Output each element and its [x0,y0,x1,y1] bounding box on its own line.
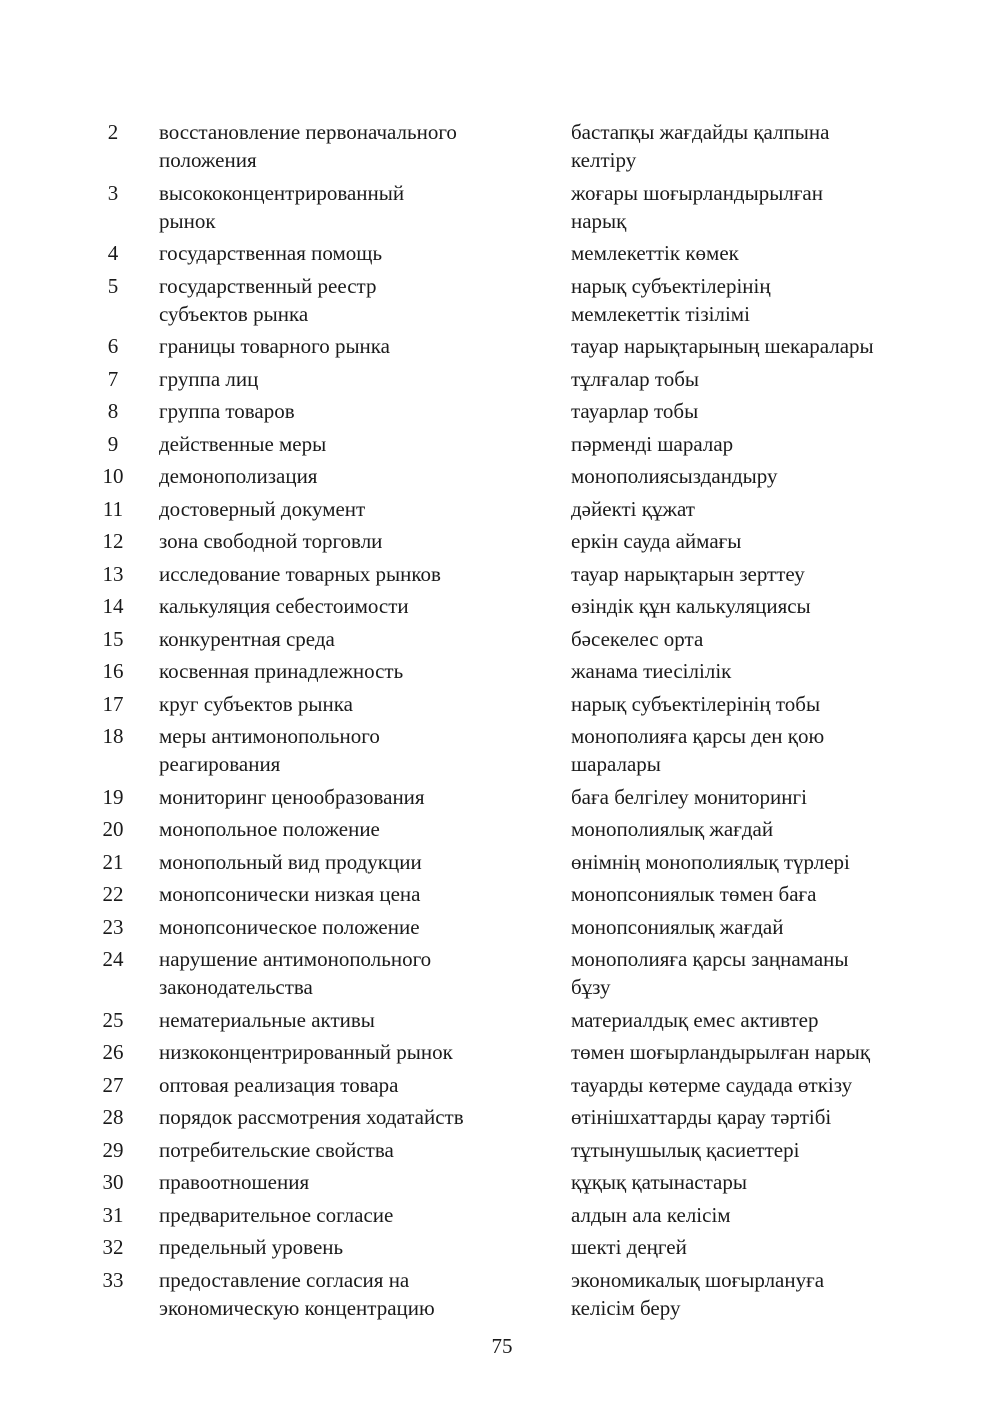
kazakh-term: төмен шоғырландырылған нарық [571,1040,871,1064]
kazakh-term: баға белгілеу мониторингі [571,784,807,809]
glossary-row [96,913,926,941]
kazakh-term: өзіндік құн калькуляциясы [571,594,811,618]
glossary-row [96,880,926,908]
kazakh-term: тұтынушылық қасиеттері [571,1137,800,1162]
page-number: 75 [491,1334,513,1358]
glossary-row [96,332,926,360]
russian-term: порядок рассмотрения ходатайств [159,1105,464,1129]
glossary-row [96,462,926,490]
russian-term: оптовая реализация товара [159,1072,399,1097]
russian-term: предоставление согласия на экономическую концентрацию [159,1267,435,1320]
glossary-row [96,783,926,811]
kazakh-term: дәйекті құжат [571,496,695,521]
kazakh-term: бәсекелес орта [571,626,704,651]
kazakh-term: өнімнің монополиялық түрлері [571,849,850,874]
row-number: 8 [107,399,119,423]
row-number: 14 [102,594,124,618]
glossary-row [96,848,926,876]
row-number: 27 [102,1072,124,1097]
glossary-row [96,722,926,778]
row-number: 32 [102,1235,124,1259]
russian-term: высококонцентрированный рынок [159,180,405,233]
kazakh-term: монополияға қарсы ден қою шаралары [571,724,825,776]
row-number: 15 [102,626,124,651]
row-number: 3 [107,180,119,205]
row-number: 7 [107,366,119,391]
russian-term: нарушение антимонопольного законодательства [159,947,432,999]
russian-term: калькуляция себестоимости [159,594,409,618]
kazakh-term: өтінішхаттарды қарау тәртібі [571,1105,832,1129]
row-number: 4 [107,241,119,265]
russian-term: государственная помощь [159,241,383,265]
glossary-row [96,365,926,393]
russian-term: монопольное положение [159,817,380,841]
kazakh-term: монополияға қарсы заңнаманы бұзу [571,947,849,999]
russian-term: мониторинг ценообразования [159,784,425,809]
row-number: 20 [102,817,124,841]
glossary-row [96,625,926,653]
kazakh-term: монополиясыздандыру [571,464,778,488]
russian-term: потребительские свойства [159,1137,394,1162]
russian-term: косвенная принадлежность [159,659,404,683]
row-number: 17 [102,691,124,716]
glossary-row [96,1136,926,1164]
glossary-row [96,1071,926,1099]
glossary-row [96,690,926,718]
russian-term: границы товарного рынка [159,334,390,358]
kazakh-term: нарық субъектілерінің мемлекеттік тізілімі [571,273,771,326]
glossary-row [96,397,926,425]
kazakh-term: құқық қатынастары [571,1170,747,1194]
glossary-row [96,272,926,328]
glossary-row [96,1168,926,1196]
kazakh-term: тауарлар тобы [571,399,699,423]
row-number: 25 [102,1007,124,1032]
russian-term: группа товаров [159,399,295,423]
glossary-row [96,1266,926,1322]
kazakh-term: шекті деңгей [571,1235,687,1259]
kazakh-term: тауар нарықтарының шекаралары [571,334,874,358]
row-number: 9 [107,431,119,456]
row-number: 6 [107,334,119,358]
glossary-row [96,592,926,620]
glossary-row [96,815,926,843]
row-number: 21 [102,849,124,874]
russian-term: меры антимонопольного реагирования [159,724,380,776]
row-number: 2 [107,120,119,144]
russian-term: нематериальные активы [159,1007,375,1032]
kazakh-term: жанама тиесілілік [571,659,732,683]
kazakh-term: тұлғалар тобы [571,366,700,391]
glossary-table [96,118,926,1326]
glossary-row [96,1103,926,1131]
kazakh-term: монополиялық жағдай [571,817,774,841]
russian-term: конкурентная среда [159,626,335,651]
glossary-row [96,945,926,1001]
row-number: 22 [102,882,124,906]
row-number: 12 [102,529,124,553]
glossary-row [96,239,926,267]
glossary-row [96,657,926,685]
row-number: 13 [102,561,124,586]
kazakh-term: алдын ала келісім [571,1202,731,1227]
russian-term: предварительное согласие [159,1202,394,1227]
kazakh-term: пәрменді шаралар [571,431,734,456]
kazakh-term: бастапқы жағдайды қалпына келтіру [571,120,830,172]
glossary-row [96,1038,926,1066]
russian-term: низкоконцентрированный рынок [159,1040,453,1064]
glossary-row [96,527,926,555]
row-number: 30 [102,1170,124,1194]
kazakh-term: жоғары шоғырландырылған нарық [571,180,823,233]
row-number: 19 [102,784,124,809]
russian-term: зона свободной торговли [159,529,383,553]
russian-term: группа лиц [159,366,259,391]
russian-term: государственный реестр субъектов рынка [159,273,377,326]
russian-term: монопсоническое положение [159,914,420,939]
row-number: 29 [102,1137,124,1162]
row-number: 28 [102,1105,124,1129]
russian-term: демонополизация [159,464,318,488]
kazakh-term: материалдық емес активтер [571,1007,819,1032]
russian-term: исследование товарных рынков [159,561,441,586]
kazakh-term: тауарды көтерме саудада өткізу [571,1072,853,1097]
row-number: 33 [102,1267,124,1292]
glossary-row [96,1233,926,1261]
russian-term: достоверный документ [159,496,366,521]
glossary-row [96,1006,926,1034]
row-number: 10 [102,464,124,488]
kazakh-term: еркін сауда аймағы [571,529,742,553]
glossary-row [96,495,926,523]
glossary-row [96,179,926,235]
russian-term: монопольный вид продукции [159,849,422,874]
russian-term: правоотношения [159,1170,310,1194]
glossary-row [96,560,926,588]
kazakh-term: монопсониялық жағдай [571,914,784,939]
row-number: 26 [102,1040,124,1064]
kazakh-term: монопсониялык төмен баға [571,882,817,906]
russian-term: восстановление первоначального положения [159,120,457,172]
row-number: 5 [107,273,119,298]
glossary-row [96,430,926,458]
kazakh-term: тауар нарықтарын зерттеу [571,561,805,586]
kazakh-term: мемлекеттік көмек [571,241,739,265]
row-number: 23 [102,914,124,939]
russian-term: круг субъектов рынка [159,691,353,716]
kazakh-term: нарық субъектілерінің тобы [571,691,821,716]
glossary-row [96,118,926,174]
row-number: 16 [102,659,124,683]
row-number: 24 [102,947,124,971]
row-number: 31 [102,1202,124,1227]
row-number: 18 [102,724,124,748]
row-number: 11 [102,496,124,521]
russian-term: монопсонически низкая цена [159,882,421,906]
kazakh-term: экономикалық шоғырлануға келісім беру [571,1267,825,1320]
russian-term: действенные меры [159,431,327,456]
russian-term: предельный уровень [159,1235,344,1259]
glossary-row [96,1201,926,1229]
